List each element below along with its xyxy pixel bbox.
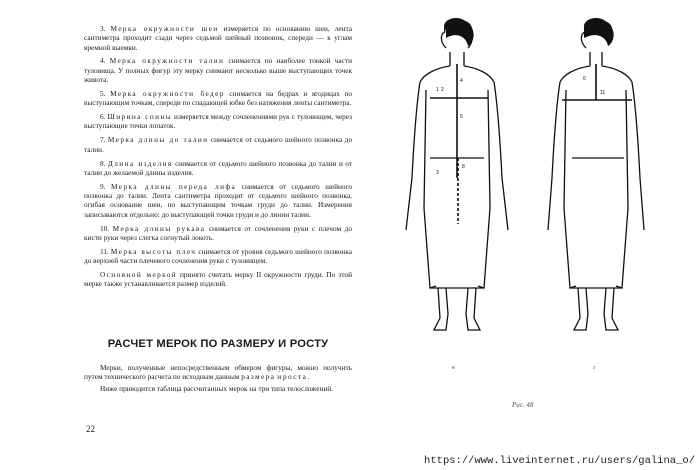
page-number: 22 — [86, 424, 95, 434]
figure-back-shoulders — [540, 18, 648, 348]
measurement-paragraph: 4. Мерка окружности талии снимается по наиболее тонкой части туловища. У полных фигур эту мерку снимают несколько выше выступающих точек живота. — [84, 56, 352, 85]
mark-label: 5 — [460, 114, 463, 120]
figure-caption: Рис. 48 — [512, 401, 534, 409]
source-watermark-url: https://www.liveinternet.ru/users/galina_o/ — [424, 455, 695, 467]
mark-label: 1 — [436, 87, 439, 93]
intro-paragraph-2: Ниже приводится таблица рассчитанных мерок на три типа телосложений. — [100, 383, 334, 393]
measurement-paragraph: 10. Мерка длины рукава снимается от сочленения руки с плечом до кисти руки через слегка согнутый локоть. — [84, 223, 352, 242]
mark-label: 11 — [600, 90, 606, 96]
measurement-paragraph: 11. Мерка высоты плеч снимается от уровня седьмого шейного позвонка до верхней части плечевого сочленения руки с туловищем. — [84, 246, 353, 265]
intro-text — [84, 363, 352, 395]
mark-label: 8 — [462, 164, 465, 170]
figure-label-right: г — [593, 365, 596, 371]
intro-paragraph-1: Мерки, полученные непосредственным обмером фигуры, можно получить путем технического расчета по исходным данным размера и роста. — [84, 363, 352, 382]
measurement-paragraph: 8. Длина изделия снимается от седьмого шейного позвонка до талии и от талии до желаемой длины изделия. — [84, 158, 353, 177]
mark-label: 2 — [441, 87, 444, 93]
figure-back-measured — [396, 18, 518, 348]
text-column — [84, 24, 352, 293]
measurement-paragraph: 5. Мерка окружности бедер снимается на бедрах и ягодицах по выступающим точкам, спереди по спадающей юбке без натяжения ленты сантиметра. — [84, 88, 352, 108]
mark-label: 6 — [583, 76, 586, 82]
measurement-paragraph: 6. Ширина спины измеряется между сочленениями рук с туловищем, через выступающие точки лопаток. — [84, 112, 352, 131]
measurement-paragraph: 9. Мерка длины переда лифа снимается от седьмого шейного позвонка до талии. Лента сантиметра проходит от седьмого шейного позвонка, огибая основание шеи, по выступающим точкам груди до талии. Измерения записываются отдельно: до выступающей точки груди и до линии талии. — [84, 181, 353, 219]
measurement-paragraph: 7. Мерка длины до талии снимается от седьмого шейного позвонка до талии. — [84, 135, 353, 154]
section-heading: РАСЧЕТ МЕРОК ПО РАЗМЕРУ И РОСТУ — [107, 338, 329, 350]
mark-label: 4 — [460, 78, 463, 84]
figure-label-left: в — [452, 365, 455, 371]
mark-label: 3 — [436, 170, 439, 176]
measurement-paragraph: Основной меркой принято считать мерку II окружности груди. По этой мерке также устанавливается размер изделий. — [84, 269, 352, 289]
measurement-paragraph: 3. Мерка окружности шеи измеряется по основанию шеи, лента сантиметра проходит сзади через седьмой шейный позвонок, спереди — к углам яремной выемки. — [84, 24, 352, 52]
